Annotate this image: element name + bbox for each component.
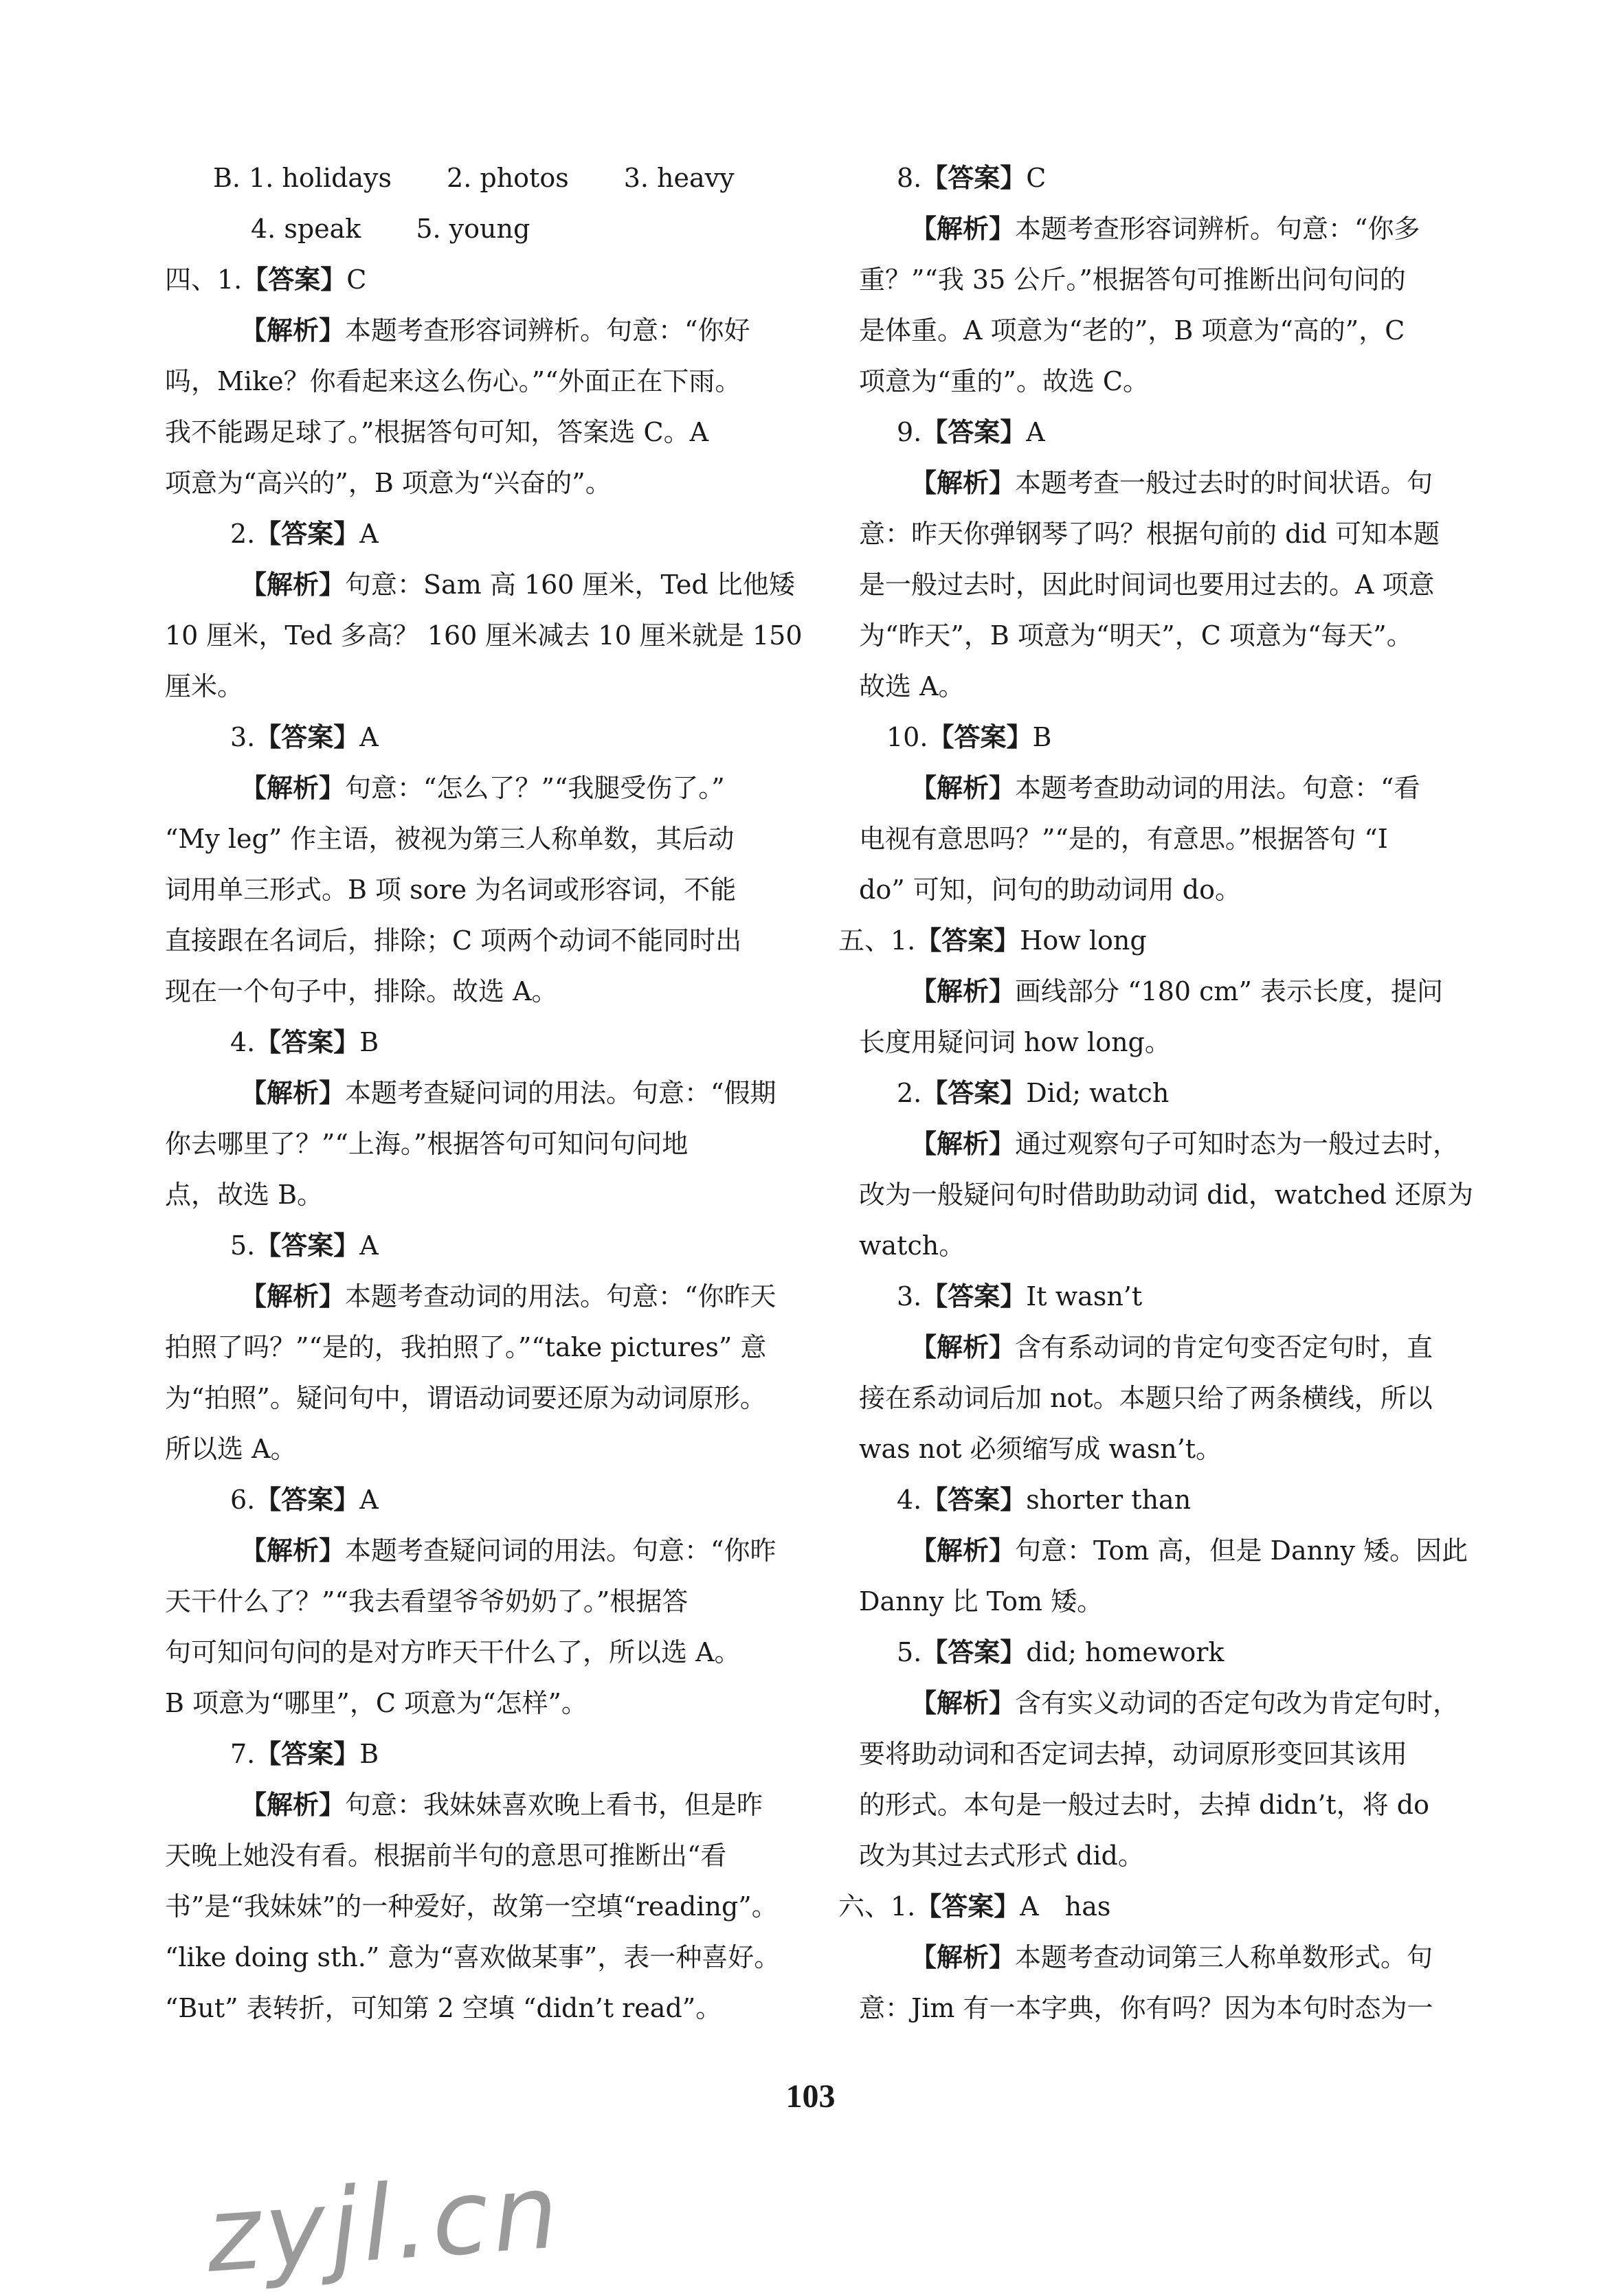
label-tag: 【答案】 xyxy=(921,163,1027,193)
text-run: A xyxy=(359,722,379,752)
label-tag: 【答案】 xyxy=(242,265,347,295)
text-run: 10. xyxy=(886,722,928,752)
text-run: 故选 A。 xyxy=(859,671,965,701)
text-line xyxy=(165,458,825,508)
label-tag: 【解析】 xyxy=(241,315,346,346)
text-run: 8. xyxy=(897,163,922,193)
text-line xyxy=(165,661,825,712)
text-run: 天晚上她没有看。根据前半句的意思可推断出“看 xyxy=(165,1841,727,1871)
text-line xyxy=(165,1983,825,2034)
text-run: did; homework xyxy=(1026,1637,1225,1667)
vocab-item: 2. photos xyxy=(447,163,569,193)
text-line xyxy=(165,1576,825,1627)
text-line xyxy=(859,1830,1539,1881)
text-run: 句意：Sam 高 160 厘米，Ted 比他矮 xyxy=(345,570,795,600)
text-line xyxy=(165,1932,825,1983)
text-run: 厘米。 xyxy=(165,671,244,701)
text-run: 本题考查疑问词的用法。句意：“假期 xyxy=(345,1078,776,1108)
text-line xyxy=(165,508,825,559)
text-run: 本题考查形容词辨析。句意：“你好 xyxy=(345,315,750,346)
text-run: A xyxy=(1026,417,1045,447)
vocab-item: 5. young xyxy=(416,214,530,244)
text-run: 通过观察句子可知时态为一般过去时， xyxy=(1015,1129,1460,1159)
label-tag: 【答案】 xyxy=(255,1739,360,1769)
text-run: 词用单三形式。B 项 sore 为名词或形容词，不能 xyxy=(165,875,737,905)
label-tag: 【解析】 xyxy=(910,468,1016,498)
text-line xyxy=(165,153,825,203)
text-run: 意：昨天你弹钢琴了吗？根据句前的 did 可知本题 xyxy=(859,519,1440,549)
text-line xyxy=(165,1627,825,1678)
text-run: 2. xyxy=(897,1078,922,1108)
text-run: B xyxy=(1032,722,1052,752)
text-line xyxy=(859,508,1539,559)
text-line xyxy=(859,1017,1539,1068)
text-line xyxy=(859,610,1539,661)
text-run: Danny 比 Tom 矮。 xyxy=(859,1586,1104,1617)
label-tag: 【答案】 xyxy=(921,1281,1027,1312)
text-line xyxy=(859,1576,1539,1627)
text-line xyxy=(165,763,825,813)
label-tag: 【解析】 xyxy=(241,1535,346,1566)
text-line xyxy=(165,407,825,458)
vocab-item: 3. heavy xyxy=(623,163,735,193)
text-run: “My leg” 作主语，被视为第三人称单数，其后动 xyxy=(165,824,735,854)
text-line xyxy=(859,458,1539,508)
text-run: A has xyxy=(1020,1891,1111,1922)
text-run: 接在系动词后加 not。本题只给了两条横线，所以 xyxy=(859,1383,1433,1413)
label-tag: 【解析】 xyxy=(910,1535,1016,1566)
text-run: 意：Jim 有一本字典，你有吗？因为本句时态为一 xyxy=(859,1993,1433,2023)
text-run: 5. xyxy=(230,1230,256,1261)
text-run: 本题考查动词的用法。句意：“你昨天 xyxy=(345,1281,776,1312)
text-run: 3. xyxy=(897,1281,922,1312)
text-run: A xyxy=(359,1230,379,1261)
label-tag: 【答案】 xyxy=(921,1485,1027,1515)
text-line xyxy=(859,559,1539,610)
text-run: 电视有意思吗？”“是的，有意思。”根据答句 “I xyxy=(859,824,1388,854)
text-run: 所以选 A。 xyxy=(165,1434,297,1464)
vocab-item: B. 1. holidays xyxy=(213,163,392,193)
text-line xyxy=(859,1983,1539,2034)
text-run: 2. xyxy=(230,519,256,549)
text-line xyxy=(165,1271,825,1322)
text-run: 改为一般疑问句时借助助动词 did，watched 还原为 xyxy=(859,1180,1473,1210)
text-line xyxy=(859,153,1539,203)
text-line xyxy=(165,1169,825,1220)
text-line xyxy=(859,254,1539,305)
text-run: 四、1. xyxy=(165,265,243,295)
label-tag: 【解析】 xyxy=(910,1688,1016,1718)
text-run: 本题考查形容词辨析。句意：“你多 xyxy=(1015,214,1420,244)
text-line xyxy=(165,966,825,1017)
text-line xyxy=(859,407,1539,458)
text-run: 是体重。A 项意为“老的”，B 项意为“高的”，C xyxy=(859,315,1405,346)
text-line xyxy=(165,1017,825,1068)
text-run: 含有系动词的肯定句变否定句时，直 xyxy=(1015,1332,1433,1362)
vocab-item: 4. speak xyxy=(251,214,361,244)
text-line xyxy=(859,661,1539,712)
text-run: Did; watch xyxy=(1026,1078,1170,1108)
text-run: 为“拍照”。疑问句中，谓语动词要还原为动词原形。 xyxy=(165,1383,766,1413)
text-run: 句意：我妹妹喜欢晚上看书，但是昨 xyxy=(345,1790,763,1820)
text-line xyxy=(859,1271,1539,1322)
text-line xyxy=(165,1729,825,1779)
text-run: 5. xyxy=(897,1637,922,1667)
text-line xyxy=(859,1627,1539,1678)
text-line xyxy=(165,915,825,966)
text-line xyxy=(165,1220,825,1271)
label-tag: 【答案】 xyxy=(255,1027,360,1057)
text-run: 句意：Tom 高，但是 Danny 矮。因此 xyxy=(1015,1535,1468,1566)
text-run: 天干什么了？”“我去看望爷爷奶奶了。”根据答 xyxy=(165,1586,689,1617)
text-line xyxy=(165,305,825,356)
text-run: 6. xyxy=(230,1485,256,1515)
text-run: 含有实义动词的否定句改为肯定句时， xyxy=(1015,1688,1460,1718)
text-run: B xyxy=(359,1739,379,1769)
text-line xyxy=(165,1423,825,1474)
label-tag: 【解析】 xyxy=(910,1129,1016,1159)
label-tag: 【解析】 xyxy=(241,1078,346,1108)
text-run: 句意：“怎么了？”“我腿受伤了。” xyxy=(345,773,725,803)
text-line xyxy=(165,254,825,305)
label-tag: 【答案】 xyxy=(255,1485,360,1515)
text-run: 10 厘米，Ted 多高？ 160 厘米减去 10 厘米就是 150 xyxy=(165,620,803,651)
text-line xyxy=(165,1830,825,1881)
text-run: C xyxy=(346,265,367,295)
text-line xyxy=(165,1678,825,1729)
text-line xyxy=(165,1118,825,1169)
text-run: 4. xyxy=(230,1027,256,1057)
text-run: C xyxy=(1026,163,1047,193)
text-line xyxy=(165,1068,825,1118)
text-run: How long xyxy=(1020,925,1147,956)
label-tag: 【答案】 xyxy=(921,1637,1027,1667)
text-line xyxy=(165,1474,825,1525)
text-line xyxy=(859,763,1539,813)
text-line xyxy=(859,864,1539,915)
text-line xyxy=(859,1169,1539,1220)
text-run: 的形式。本句是一般过去时，去掉 didn’t，将 do xyxy=(859,1790,1429,1820)
text-run: 4. xyxy=(897,1485,922,1515)
text-run: 书”是“我妹妹”的一种爱好，故第一空填“reading”。 xyxy=(165,1891,778,1922)
text-run: 六、1. xyxy=(838,1891,916,1922)
text-line xyxy=(859,356,1539,407)
text-run: 拍照了吗？”“是的，我拍照了。”“take pictures” 意 xyxy=(165,1332,767,1362)
text-line xyxy=(859,1474,1539,1525)
text-line xyxy=(859,1220,1539,1271)
text-line xyxy=(165,1881,825,1932)
text-line xyxy=(165,559,825,610)
text-run: A xyxy=(359,1485,379,1515)
text-run: B 项意为“哪里”，C 项意为“怎样”。 xyxy=(165,1688,588,1718)
text-run: 句可知问句问的是对方昨天干什么了，所以选 A。 xyxy=(165,1637,741,1667)
label-tag: 【答案】 xyxy=(928,722,1033,752)
page-number: 103 xyxy=(785,2078,836,2115)
label-tag: 【解析】 xyxy=(910,1332,1016,1362)
text-run: 本题考查助动词的用法。句意：“看 xyxy=(1015,773,1420,803)
text-line xyxy=(859,1779,1539,1830)
text-run: 重？”“我 35 公斤。”根据答句可推断出问句问的 xyxy=(859,265,1406,295)
text-run: 直接跟在名词后，排除；C 项两个动词不能同时出 xyxy=(165,925,742,956)
text-run: 长度用疑问词 how long。 xyxy=(859,1027,1171,1057)
label-tag: 【答案】 xyxy=(915,1891,1020,1922)
text-line xyxy=(859,966,1539,1017)
text-line xyxy=(165,813,825,864)
text-run: It wasn’t xyxy=(1026,1281,1143,1312)
text-line xyxy=(165,1525,825,1576)
text-line xyxy=(859,203,1539,254)
text-run: was not 必须缩写成 wasn’t。 xyxy=(859,1434,1222,1464)
text-line xyxy=(859,1678,1539,1729)
text-run: 9. xyxy=(897,417,922,447)
label-tag: 【答案】 xyxy=(921,417,1027,447)
text-line xyxy=(859,1525,1539,1576)
text-run: 3. xyxy=(230,722,256,752)
text-run: 本题考查动词第三人称单数形式。句 xyxy=(1015,1942,1433,1972)
label-tag: 【解析】 xyxy=(910,976,1016,1006)
text-line xyxy=(859,305,1539,356)
label-tag: 【解析】 xyxy=(910,773,1016,803)
text-run: 为“昨天”，B 项意为“明天”，C 项意为“每天”。 xyxy=(859,620,1413,651)
label-tag: 【解析】 xyxy=(241,773,346,803)
text-line xyxy=(165,1322,825,1373)
text-run: watch。 xyxy=(859,1230,965,1261)
text-line xyxy=(165,1779,825,1830)
left-column xyxy=(165,153,825,2034)
text-run: A xyxy=(359,519,379,549)
text-run: 五、1. xyxy=(838,925,916,956)
text-line xyxy=(859,1729,1539,1779)
watermark: zyjl.cn xyxy=(202,2152,566,2296)
label-tag: 【解析】 xyxy=(241,1281,346,1312)
text-run: 画线部分 “180 cm” 表示长度，提问 xyxy=(1015,976,1443,1006)
text-run: 本题考查一般过去时的时间状语。句 xyxy=(1015,468,1433,498)
label-tag: 【答案】 xyxy=(255,519,360,549)
label-tag: 【答案】 xyxy=(255,1230,360,1261)
text-run: 本题考查疑问词的用法。句意：“你昨 xyxy=(345,1535,776,1566)
text-line xyxy=(165,203,825,254)
text-run: 点，故选 B。 xyxy=(165,1180,324,1210)
text-run: 我不能踢足球了。”根据答句可知，答案选 C。A xyxy=(165,417,709,447)
text-run: shorter than xyxy=(1026,1485,1192,1515)
text-line xyxy=(165,864,825,915)
text-line xyxy=(859,1068,1539,1118)
text-run: B xyxy=(359,1027,379,1057)
label-tag: 【解析】 xyxy=(910,1942,1016,1972)
text-run: 现在一个句子中，排除。故选 A。 xyxy=(165,976,558,1006)
label-tag: 【答案】 xyxy=(915,925,1020,956)
text-line xyxy=(859,1423,1539,1474)
text-run: do” 可知，问句的助动词用 do。 xyxy=(859,875,1241,905)
text-line xyxy=(165,356,825,407)
text-run: “But” 表转折，可知第 2 空填 “didn’t read”。 xyxy=(165,1993,722,2023)
text-line xyxy=(859,712,1539,763)
label-tag: 【解析】 xyxy=(241,570,346,600)
text-line xyxy=(838,915,1539,966)
text-run: 7. xyxy=(230,1739,256,1769)
label-tag: 【答案】 xyxy=(921,1078,1027,1108)
text-line xyxy=(859,1322,1539,1373)
label-tag: 【解析】 xyxy=(241,1790,346,1820)
text-run: 项意为“重的”。故选 C。 xyxy=(859,366,1150,396)
text-line xyxy=(165,712,825,763)
text-line xyxy=(859,1373,1539,1423)
label-tag: 【解析】 xyxy=(910,214,1016,244)
text-line xyxy=(838,1881,1539,1932)
text-line xyxy=(859,1118,1539,1169)
text-run: 项意为“高兴的”，B 项意为“兴奋的”。 xyxy=(165,468,612,498)
text-run: 你去哪里了？”“上海。”根据答句可知问句问地 xyxy=(165,1129,689,1159)
right-column xyxy=(838,153,1539,2034)
text-run: 吗，Mike？你看起来这么伤心。”“外面正在下雨。 xyxy=(165,366,741,396)
text-run: “like doing sth.” 意为“喜欢做某事”，表一种喜好。 xyxy=(165,1942,781,1972)
text-run: 是一般过去时，因此时间词也要用过去的。A 项意 xyxy=(859,570,1435,600)
text-line xyxy=(859,813,1539,864)
text-line xyxy=(165,1373,825,1423)
label-tag: 【答案】 xyxy=(255,722,360,752)
text-run: 要将助动词和否定词去掉，动词原形变回其该用 xyxy=(859,1739,1408,1769)
text-line xyxy=(165,610,825,661)
text-run: 改为其过去式形式 did。 xyxy=(859,1841,1144,1871)
text-line xyxy=(859,1932,1539,1983)
